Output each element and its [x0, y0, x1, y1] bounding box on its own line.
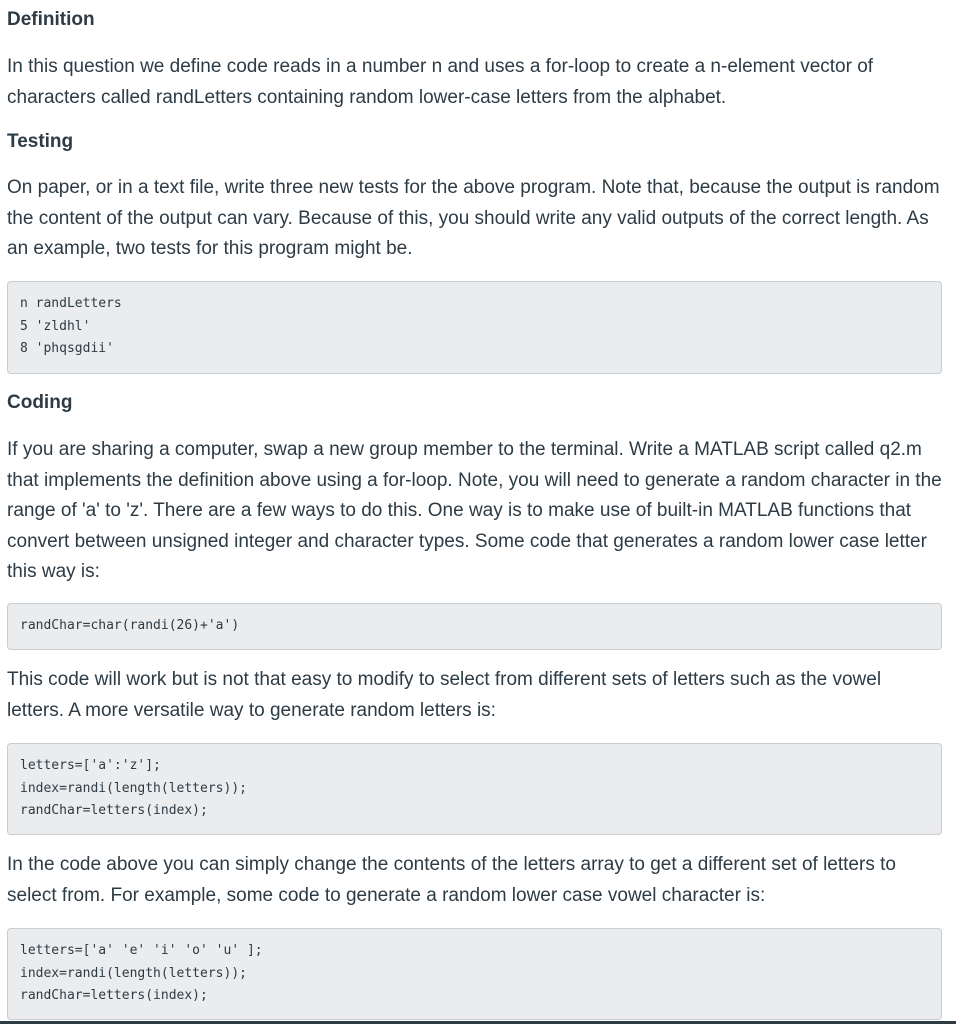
code-line: randChar=char(randi(26)+'a') — [20, 618, 240, 633]
coding-paragraph-1: If you are sharing a computer, swap a new group member to the terminal. Write a MATLAB script called q2.m that implements the definition above using a for-loop. Note, you will need to generate a random character in the range of 'a' to 'z'. There are a few ways to do this. One way is to make use of built-in MATLAB functions that convert between unsigned integer and character types. Some code that generates a random lower case letter this way is: — [7, 439, 942, 582]
definition-paragraph: In this question we define code reads in a number n and uses a for-loop to create a n-element vector of characters called randLetters containing random lower-case letters from the alphabet. — [7, 56, 874, 108]
code-line: index=randi(length(letters)); — [20, 780, 247, 796]
code-line: randChar=letters(index); — [20, 803, 208, 818]
testing-code-block — [7, 281, 942, 374]
definition-heading: Definition — [7, 9, 95, 30]
code-line: letters=['a':'z']; — [20, 758, 161, 773]
code-line: 5 'zldhl' — [20, 318, 91, 334]
coding-paragraph-2: This code will work but is not that easy to modify to select from different sets of letters such as the vowel letters. A more versatile way to generate random letters is: — [7, 669, 882, 721]
code-line: index=randi(length(letters)); — [20, 965, 247, 981]
coding-code-block-2 — [7, 743, 942, 835]
testing-paragraph: On paper, or in a text file, write three new tests for the above program. Note that, because the output is random the content of the output can vary. Because of this, you should write any valid outputs of the correct length. As an example, two tests for this program might be. — [7, 177, 940, 259]
code-line: n randLetters — [20, 296, 122, 311]
coding-code-block-1 — [7, 603, 942, 650]
code-line: randChar=letters(index); — [20, 988, 208, 1003]
code-line: 8 'phqsgdii' — [20, 341, 114, 356]
code-line: letters=['a' 'e' 'i' 'o' 'u' ]; — [20, 943, 263, 958]
testing-heading: Testing — [7, 131, 74, 152]
coding-heading: Coding — [7, 392, 73, 413]
coding-code-block-3 — [7, 928, 942, 1020]
coding-paragraph-3: In the code above you can simply change the contents of the letters array to get a different set of letters to select from. For example, some code to generate a random lower case vowel character is: — [7, 854, 896, 906]
